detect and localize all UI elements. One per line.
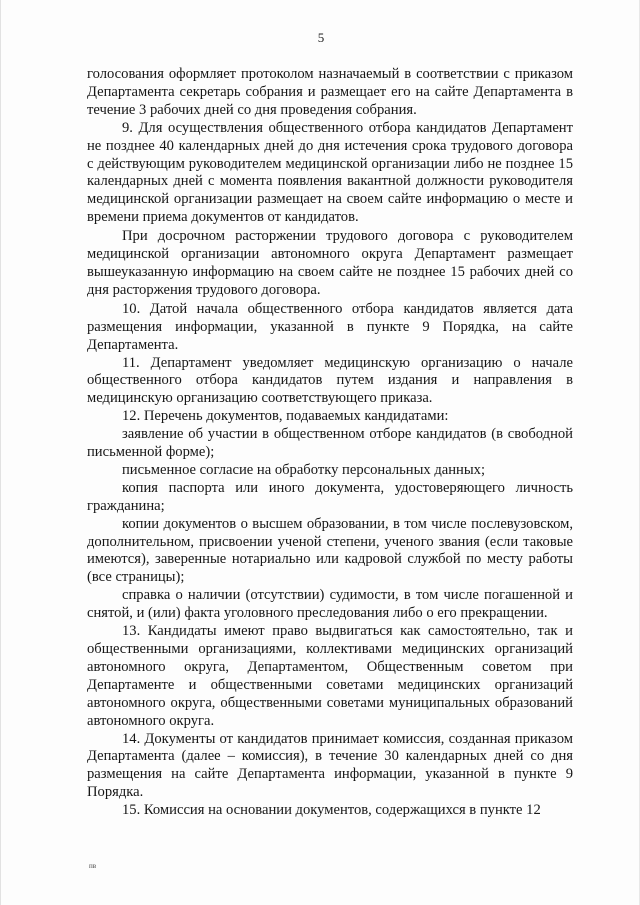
list-item-education: копии документов о высшем образовании, в том числе послевузовском, дополнительном, присвоении ученой степени, ученого звания (если таковые имеются), заверенные нотариально или кадровой службой по месту работы (все страницы); xyxy=(87,515,573,586)
paragraph-item-13: 13. Кандидаты имеют право выдвигаться как самостоятельно, так и общественными организациями, коллективами медицинских организаций автономного округа, Департаментом, Общественным советом при Департаменте и общественными советами медицинских организаций автономного округа, общественными советами муниципальных образований автономного округа. xyxy=(87,623,573,729)
page-number: 5 xyxy=(317,30,325,45)
document-body xyxy=(87,66,573,820)
paragraph-item-11: 11. Департамент уведомляет медицинскую организацию о начале общественного отбора кандидатов путем издания и направления в медицинскую организацию соответствующего приказа. xyxy=(87,354,573,407)
paragraph-continuation: голосования оформляет протоколом назначаемый в соответствии с приказом Департамента секретарь собрания и размещает его на сайте Департамента в течение 3 рабочих дней со дня проведения собрания. xyxy=(87,66,573,118)
paragraph-item-9: 9. Для осуществления общественного отбора кандидатов Департамент не позднее 40 календарных дней до дня истечения срока трудового договора с действующим руководителем медицинской организации либо не позднее 15 календарных дней с момента появления вакантной должности руководителя медицинской организации размещает на своем сайте информацию о месте и времени приема документов от кандидатов. xyxy=(87,119,573,226)
list-item-consent: письменное согласие на обработку персональных данных; xyxy=(122,461,485,478)
paragraph-early-termination: При досрочном расторжении трудового договора с руководителем медицинской организации автономного округа Департамент размещает вышеуказанную информацию на своем сайте не позднее 15 рабочих дней со дня расторжения трудового договора. xyxy=(87,228,573,298)
paragraph-item-10: 10. Датой начала общественного отбора кандидатов является дата размещения информации, указанной в пункте 9 Порядка, на сайте Департамента. xyxy=(87,300,573,353)
paragraph-item-14: 14. Документы от кандидатов принимает комиссия, созданная приказом Департамента (далее – комиссия), в течение 30 календарных дней со дня размещения на сайте Департамента информации, указанной в пункте 9 Порядка. xyxy=(87,730,573,801)
footer-mark: пв xyxy=(89,862,97,870)
list-item-criminal-record: справка о наличии (отсутствии) судимости, в том числе погашенной и снятой, и (или) факта уголовного преследования либо о его прекращении. xyxy=(87,587,573,622)
list-item-application: заявление об участии в общественном отборе кандидатов (в свободной письменной форме); xyxy=(87,426,573,461)
paragraph-item-12: 12. Перечень документов, подаваемых кандидатами: xyxy=(122,408,449,425)
paragraph-item-15: 15. Комиссия на основании документов, содержащихся в пункте 12 xyxy=(122,802,541,819)
list-item-passport: копия паспорта или иного документа, удостоверяющего личность гражданина; xyxy=(87,479,573,514)
